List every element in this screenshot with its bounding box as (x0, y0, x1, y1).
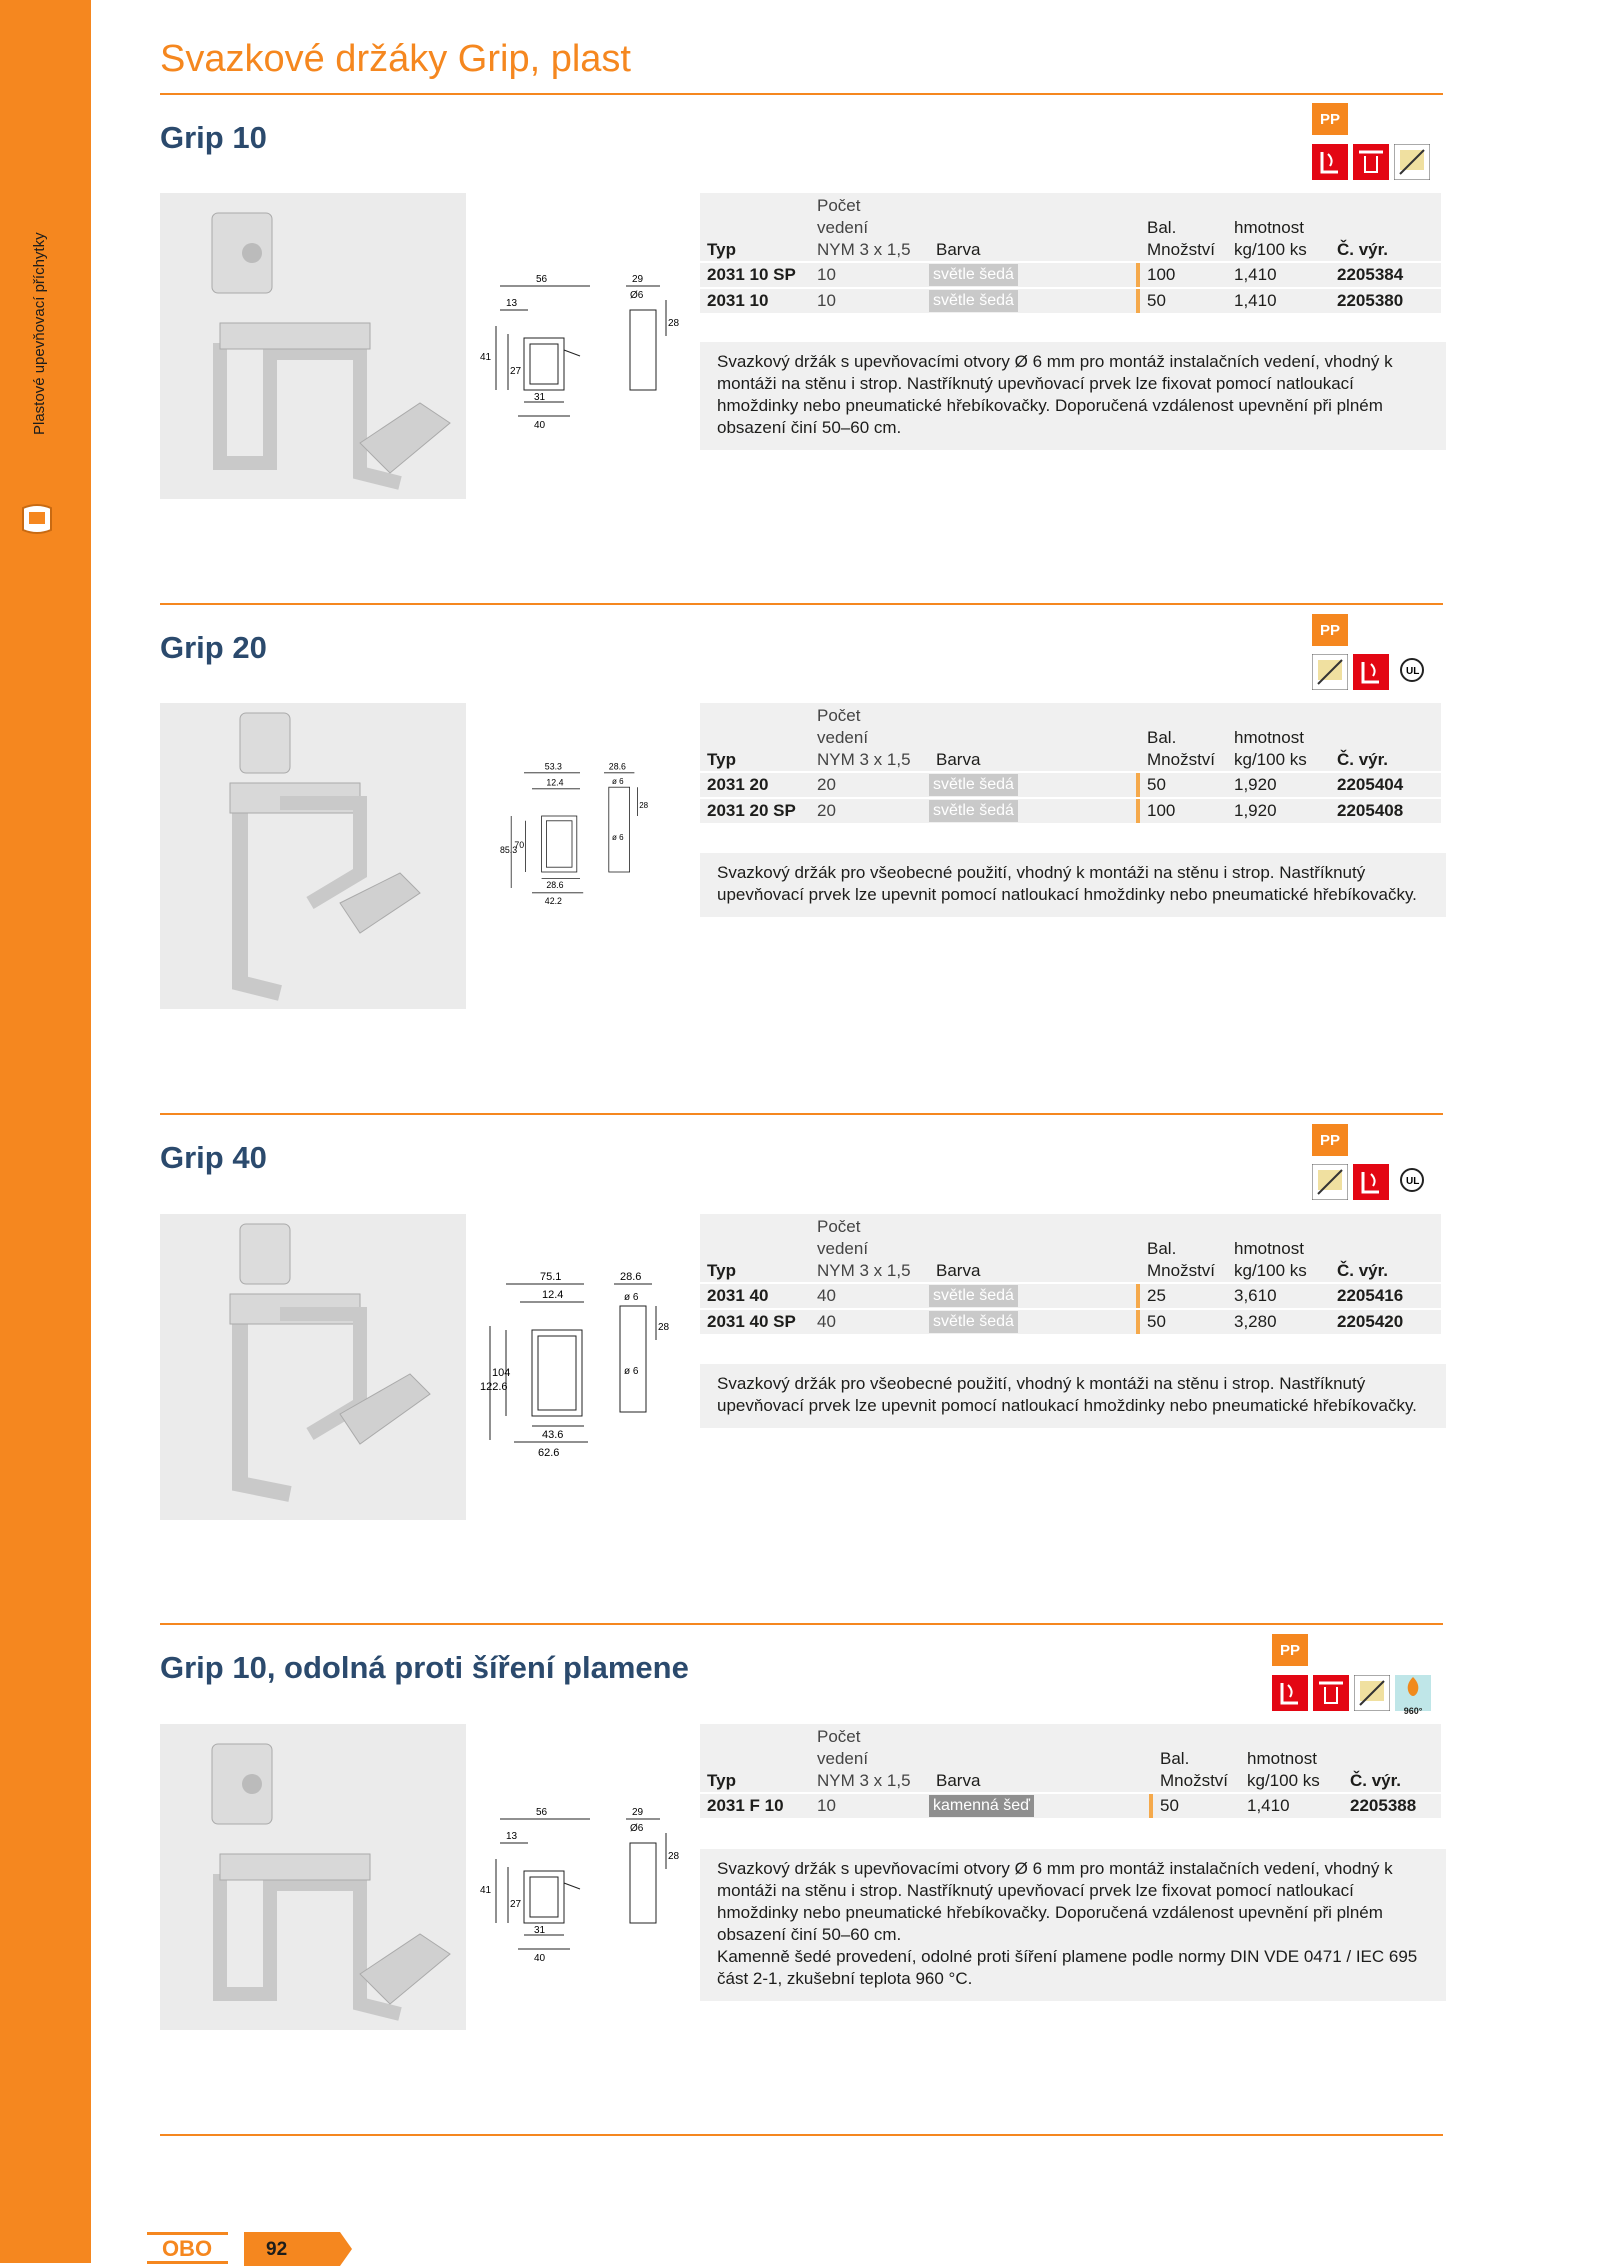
temp-label: 960° (1403, 1706, 1423, 1716)
col-count: Počet vedení NYM 3 x 1,5 (810, 1724, 929, 1793)
color-chip: světle šedá (929, 800, 1018, 822)
col-weight: hmotnost kg/100 ks (1227, 703, 1330, 772)
col-bal: Bal. Množství (1140, 193, 1227, 262)
clip-icon (17, 500, 57, 536)
description-text: Svazkový držák s upevňovacími otvory Ø 6 mm pro montáž instalačních vedení, vhodný k montáži na stěnu i strop. Nastříknutý upevňovací prvek lze fixovat pomocí natloukací hmoždinky nebo pneumatické hřebíkovačky. Doporučená vzdálenost upevnění při plném obsazení činí 50–60 cm. (717, 1859, 1393, 1944)
mounting-icon (1353, 144, 1389, 180)
col-art: Č. výr. (1330, 1214, 1441, 1283)
section-title-grip-20: Grip 20 (160, 630, 267, 665)
col-color: Barva (929, 193, 1136, 262)
color-chip: kamenná šeď (929, 1795, 1034, 1817)
col-weight: hmotnost kg/100 ks (1227, 1214, 1330, 1283)
dim-s2: ø 6 (612, 777, 624, 786)
product-description: Svazkový držák pro všeobecné použití, vhodný k montáži na stěnu i strop. Nastříknutý upevňovací prvek lze upevnit pomocí natloukací hmoždinky nebo pneumatické hřebíkovačky. (700, 1364, 1446, 1428)
dim-b2: 62.6 (538, 1447, 560, 1459)
dim-s1: 28.6 (608, 761, 626, 772)
ul-listed-icon (1394, 654, 1430, 690)
col-color: Barva (929, 1214, 1136, 1283)
flame-test-icon (1353, 654, 1389, 690)
dim-h1: 13 (506, 298, 518, 309)
dimension-drawing (480, 1270, 680, 1470)
material-badge: PP (1312, 103, 1348, 135)
color-chip: světle šedá (929, 1311, 1018, 1333)
col-color: Barva (929, 703, 1136, 772)
dim-h1: 13 (506, 1831, 518, 1842)
dim-h2: 41 (480, 352, 492, 363)
product-table (700, 703, 1441, 823)
dim-h1: 12.4 (546, 777, 564, 788)
table-row: 2031 10 SP 10 světle šedá 100 1,410 2205384 (700, 262, 1441, 288)
color-chip: světle šedá (929, 264, 1018, 286)
flame-icon (1395, 1675, 1431, 1701)
col-typ: Typ (700, 1214, 810, 1283)
dim-s4: ø 6 (624, 1366, 639, 1377)
dim-h3: 27 (510, 1899, 522, 1910)
dim-s2: Ø6 (630, 290, 644, 301)
section-title-grip-40: Grip 40 (160, 1140, 267, 1175)
page-number-tab (244, 2232, 352, 2266)
svg-text:UL: UL (1406, 1176, 1420, 1187)
product-description (700, 1849, 1446, 2001)
col-weight: hmotnost kg/100 ks (1227, 193, 1330, 262)
product-description: Svazkový držák pro všeobecné použití, vhodný k montáži na stěnu i strop. Nastříknutý upevňovací prvek lze upevnit pomocí natloukací hmoždinky nebo pneumatické hřebíkovačky. (700, 853, 1446, 917)
dim-width: 75.1 (540, 1271, 562, 1283)
dim-s3: 28 (639, 801, 649, 810)
color-chip: světle šedá (929, 774, 1018, 796)
dim-h1: 12.4 (542, 1289, 564, 1301)
dim-s1: 29 (632, 1807, 644, 1818)
table-row: 2031 10 10 světle šedá 50 1,410 2205380 (700, 288, 1441, 313)
dim-h3: 70 (514, 840, 525, 850)
col-color: Barva (929, 1724, 1149, 1793)
page-title: Svazkové držáky Grip, plast (160, 38, 631, 80)
dim-b1: 28.6 (546, 880, 564, 890)
dim-s4: ø 6 (612, 833, 624, 842)
title-rule (160, 93, 1443, 95)
col-count: Počet vedení NYM 3 x 1,5 (810, 703, 929, 772)
product-table (700, 193, 1441, 313)
color-chip: světle šedá (929, 290, 1018, 312)
ul-listed-icon (1394, 1164, 1430, 1200)
dim-b1: 31 (534, 1925, 546, 1936)
dim-b2: 40 (534, 420, 546, 430)
description-text-standard: Kamenně šedé provedení, odolné proti šíření plamene podle normy DIN VDE 0471 / IEC 695 část 2-1, zkušební teplota 960 °C. (717, 1947, 1418, 1988)
col-typ: Typ (700, 193, 810, 262)
obo-logo (147, 2232, 228, 2264)
dim-width: 56 (536, 1807, 548, 1818)
dimension-drawing (480, 270, 680, 430)
col-count: Počet vedení NYM 3 x 1,5 (810, 1214, 929, 1283)
col-count: Počet vedení NYM 3 x 1,5 (810, 193, 929, 262)
col-art: Č. výr. (1330, 703, 1441, 772)
dim-h2: 41 (480, 1885, 492, 1896)
product-table (700, 1214, 1441, 1334)
color-chip: světle šedá (929, 1285, 1018, 1307)
section-title-grip-10: Grip 10 (160, 120, 267, 155)
col-typ: Typ (700, 703, 810, 772)
col-bal: Bal. Množství (1153, 1724, 1240, 1793)
dim-s1: 28.6 (620, 1271, 642, 1283)
product-description: Svazkový držák s upevňovacími otvory Ø 6 mm pro montáž instalačních vedení, vhodný k montáži na stěnu i strop. Nastříknutý upevňovací prvek lze fixovat pomocí natloukací hmoždinky nebo pneumatické hřebíkovačky. Doporučená vzdálenost upevnění při plném obsazení činí 50–60 cm. (700, 342, 1446, 450)
section-rule (160, 603, 1443, 605)
dim-b2: 40 (534, 1953, 546, 1963)
material-badge: PP (1312, 614, 1348, 646)
dim-s2: ø 6 (624, 1292, 639, 1303)
table-row: 2031 20 20 světle šedá 50 1,920 2205404 (700, 772, 1441, 798)
halogen-free-icon (1312, 1164, 1348, 1200)
dim-s3: 28 (668, 1851, 680, 1862)
dim-h3: 104 (492, 1367, 511, 1379)
dimension-drawing (480, 1803, 680, 1963)
dim-b2: 42.2 (544, 896, 562, 906)
table-row: 2031 40 40 světle šedá 25 3,610 2205416 (700, 1283, 1441, 1309)
table-row: 2031 20 SP 20 světle šedá 100 1,920 2205408 (700, 798, 1441, 823)
table-row: 2031 F 10 10 kamenná šeď 50 1,410 2205388 (700, 1793, 1441, 1818)
footer-rule (160, 2134, 1443, 2136)
section-rule (160, 1623, 1443, 1625)
product-photo (160, 1724, 466, 2030)
dimension-drawing (480, 760, 680, 920)
col-bal: Bal. Množství (1140, 703, 1227, 772)
col-art: Č. výr. (1330, 193, 1441, 262)
product-photo (160, 703, 466, 1009)
dim-b1: 43.6 (542, 1429, 564, 1441)
dim-width: 56 (536, 274, 548, 285)
dim-s3: 28 (668, 318, 680, 329)
material-badge: PP (1272, 1634, 1308, 1666)
mounting-icon (1313, 1675, 1349, 1711)
col-bal: Bal. Množství (1140, 1214, 1227, 1283)
dim-h2: 85.3 (500, 844, 518, 855)
halogen-free-icon (1354, 1675, 1390, 1711)
dim-width: 53.3 (544, 761, 562, 772)
dim-s1: 29 (632, 274, 644, 285)
side-category-label: Plastové upevňovací příchytky (31, 232, 48, 435)
material-badge: PP (1312, 1124, 1348, 1156)
table-row: 2031 40 SP 40 světle šedá 50 3,280 2205420 (700, 1309, 1441, 1334)
dim-s3: 28 (658, 1322, 670, 1333)
brand-text: OBO (161, 2236, 213, 2261)
dim-h2: 122.6 (480, 1381, 508, 1393)
col-weight: hmotnost kg/100 ks (1240, 1724, 1343, 1793)
page-number: 92 (266, 2239, 288, 2260)
fire-resistance-icon (1395, 1675, 1431, 1716)
halogen-free-icon (1394, 144, 1430, 180)
product-photo (160, 1214, 466, 1520)
flame-test-icon (1353, 1164, 1389, 1200)
section-rule (160, 1113, 1443, 1115)
svg-text:UL: UL (1406, 666, 1420, 677)
product-photo (160, 193, 466, 499)
col-typ: Typ (700, 1724, 810, 1793)
dim-b1: 31 (534, 392, 546, 403)
flame-test-icon (1312, 144, 1348, 180)
col-art: Č. výr. (1343, 1724, 1441, 1793)
section-title-grip-10-flame: Grip 10, odolná proti šíření plamene (160, 1650, 689, 1685)
dim-h3: 27 (510, 366, 522, 377)
flame-test-icon (1272, 1675, 1308, 1711)
product-table (700, 1724, 1441, 1818)
dim-s2: Ø6 (630, 1823, 644, 1834)
halogen-free-icon (1312, 654, 1348, 690)
